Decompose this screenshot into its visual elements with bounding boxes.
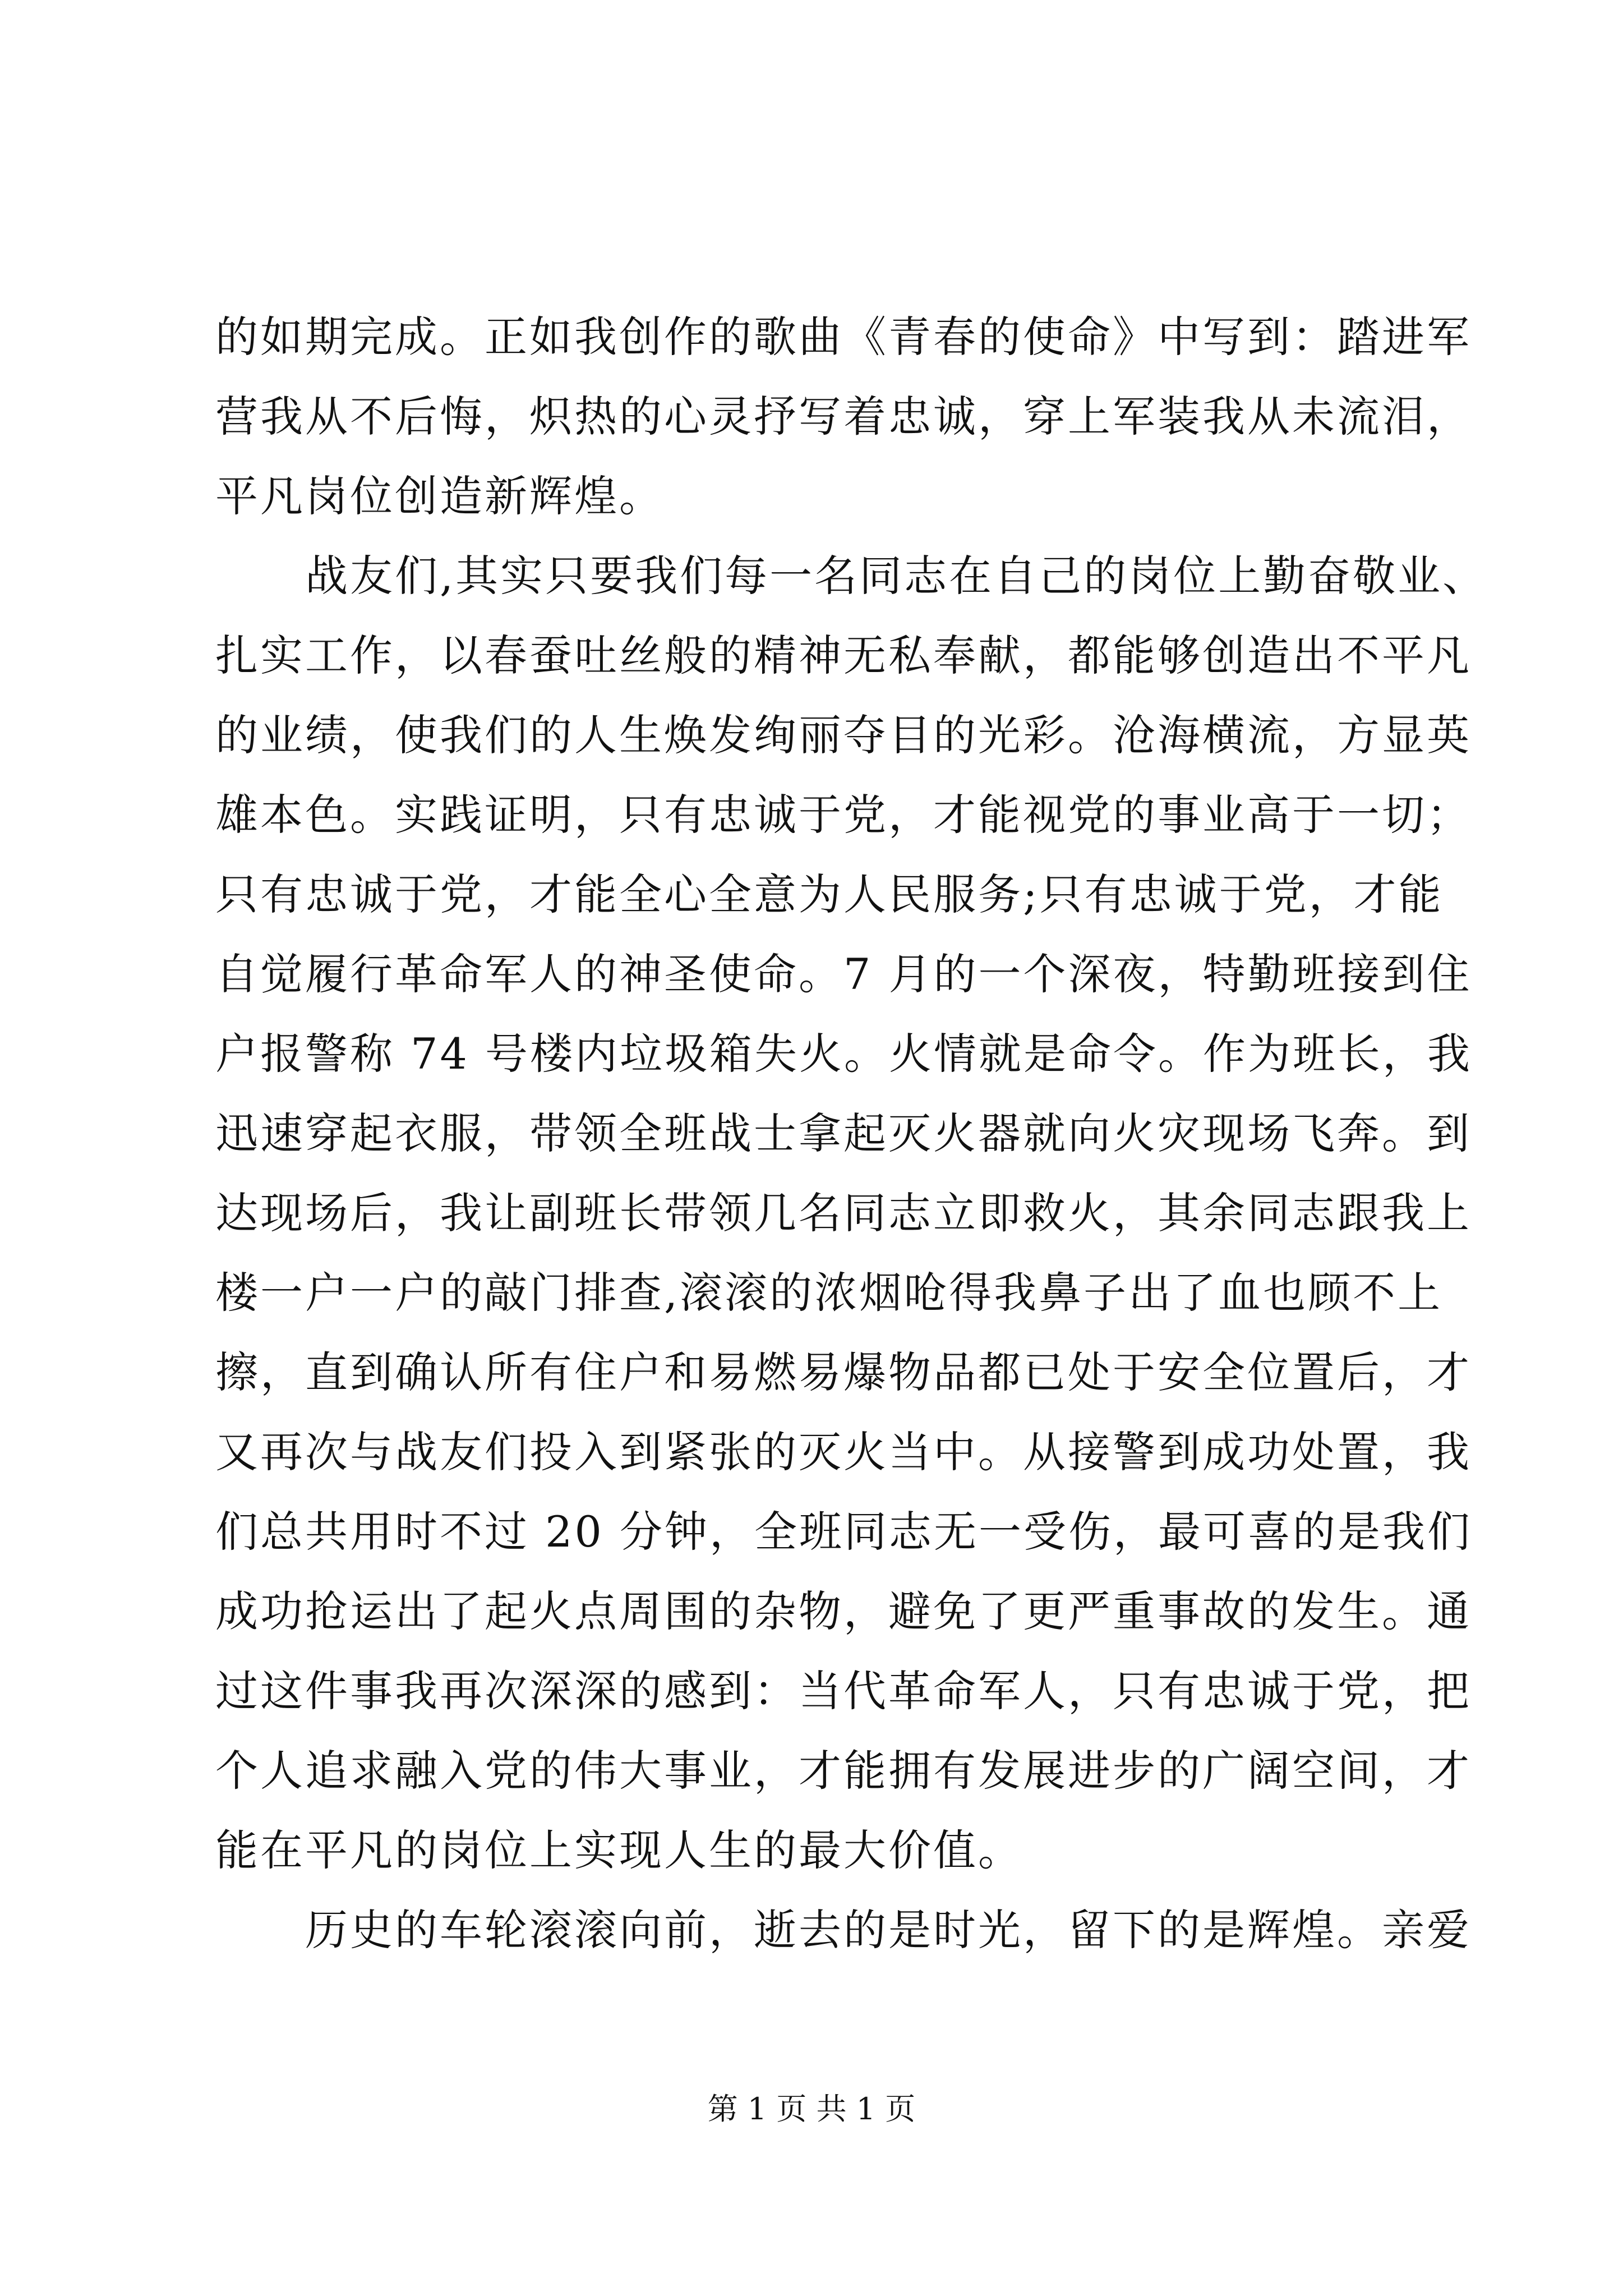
text-line: 过这件事我再次深深的感到：当代革命军人，只有忠诚于党，把 [215,1666,1472,1716]
text-line: 迅速穿起衣服，带领全班战士拿起灭火器就向火灾现场飞奔。到 [215,1108,1472,1158]
text-line: 楼一户一户的敲门排查,滚滚的浓烟呛得我鼻子出了血也顾不上 [215,1268,1443,1318]
text-line: 们总共用时不过 20 分钟，全班同志无一受伤，最可喜的是我们 [215,1507,1473,1557]
text-line: 户报警称 74 号楼内垃圾箱失火。火情就是命令。作为班长，我 [215,1029,1473,1079]
paragraph-first-line: 历史的车轮滚滚向前，逝去的是时光，留下的是辉煌。亲爱 [305,1905,1472,1955]
text-line: 个人追求融入党的伟大事业，才能拥有发展进步的广阔空间，才 [215,1746,1472,1796]
body-text [215,297,1488,1970]
text-line: 成功抢运出了起火点周围的杂物，避免了更严重事故的发生。通 [215,1586,1472,1636]
text-line: 达现场后，我让副班长带领几名同志立即救火，其余同志跟我上 [215,1188,1472,1238]
text-line: 能在平凡的岗位上实现人生的最大价值。 [215,1825,1023,1875]
text-line: 只有忠诚于党，才能全心全意为人民服务;只有忠诚于党，才能 [215,869,1444,919]
text-line: 又再次与战友们投入到紧张的灭火当中。从接警到成功处置，我 [215,1427,1472,1477]
text-line: 营我从不后悔，炽热的心灵抒写着忠诚，穿上军装我从未流泪， [215,392,1472,441]
paragraph-first-line: 战友们,其实只要我们每一名同志在自己的岗位上勤奋敬业、 [305,551,1488,601]
text-line: 的如期完成。正如我创作的歌曲《青春的使命》中写到：踏进军 [215,312,1472,362]
text-line: 擦，直到确认所有住户和易燃易爆物品都已处于安全位置后，才 [215,1347,1472,1397]
text-line: 雄本色。实践证明，只有忠诚于党，才能视党的事业高于一切； [215,790,1472,840]
text-line: 自觉履行革命军人的神圣使命。7 月的一个深夜，特勤班接到住 [215,949,1472,999]
text-line: 扎实工作，以春蚕吐丝般的精神无私奉献，都能够创造出不平凡 [215,631,1472,680]
page-footer: 第 1 页 共 1 页 [707,2091,916,2127]
text-line: 平凡岗位创造新辉煌。 [215,471,664,521]
text-line: 的业绩，使我们的人生焕发绚丽夺目的光彩。沧海横流，方显英 [215,710,1472,760]
